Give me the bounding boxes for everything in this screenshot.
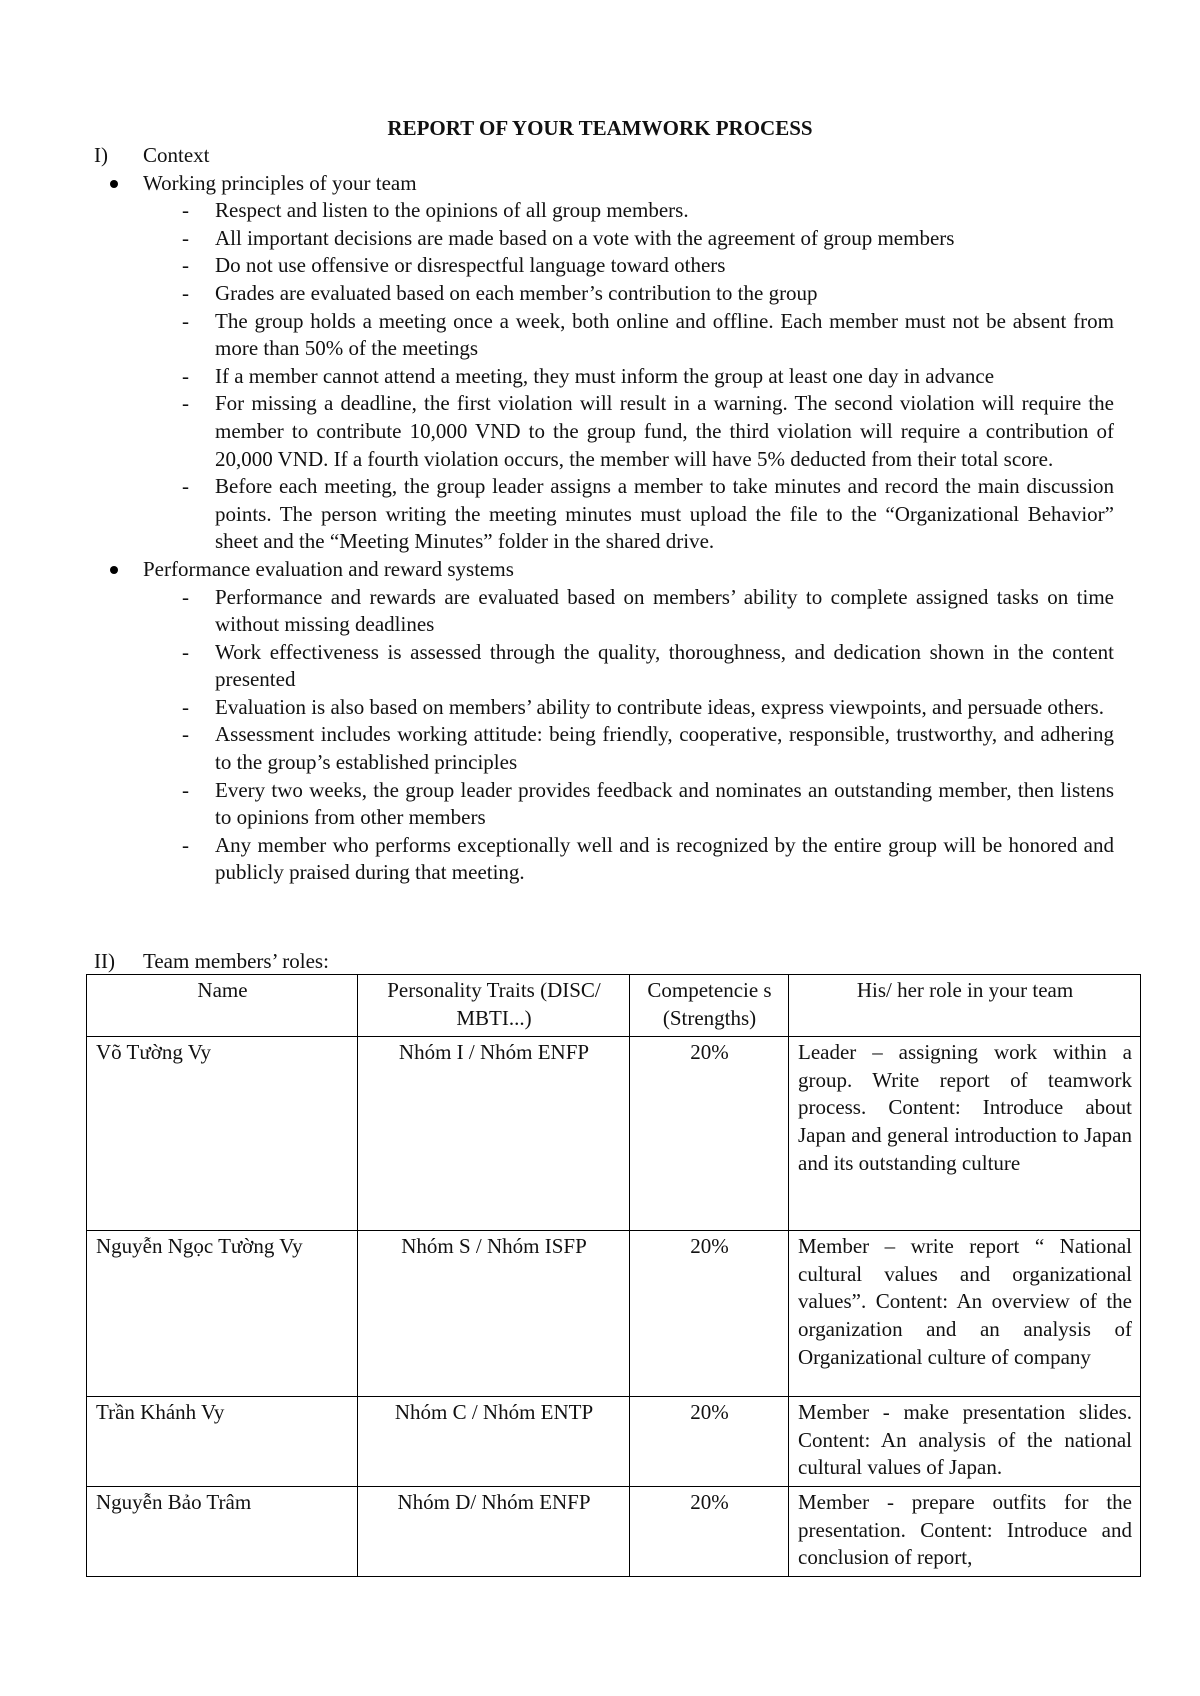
dash-icon: -	[182, 722, 189, 747]
list-item: - Work effectiveness is assessed through the quality, thoroughness, and dedication shown in the content presented	[182, 639, 1114, 692]
list-item: - Grades are evaluated based on each member’s contribution to the group	[0, 280, 1114, 308]
member-competencies: 20%	[630, 1037, 789, 1231]
dash-icon: -	[182, 391, 189, 416]
list-item: - Performance and rewards are evaluated based on members’ ability to complete assigned tasks on time without missing deadlines	[182, 584, 1114, 637]
table-row	[87, 1486, 1141, 1576]
dash-icon: -	[182, 777, 189, 802]
context-section	[0, 142, 1200, 887]
dash-icon: -	[182, 694, 189, 719]
list-item: - For missing a deadline, the first violation will result in a warning. The second violation will require the member to contribute 10,000 VND to the group fund, the third violation will require a contribution of 20,000 VND. If a fourth violation occurs, the member will have 5% deducted from their total score.	[182, 391, 1114, 471]
document-title: REPORT OF YOUR TEAMWORK PROCESS	[387, 116, 813, 140]
table-row	[87, 1231, 1141, 1397]
list-item: - The group holds a meeting once a week, both online and offline. Each member must not be absent from more than 50% of the meetings	[182, 308, 1114, 361]
dash-icon: -	[182, 225, 189, 250]
list-item: - Respect and listen to the opinions of all group members.	[0, 197, 1114, 225]
list-item: - All important decisions are made based on a vote with the agreement of group members	[0, 225, 1114, 253]
member-traits: Nhóm C / Nhóm ENTP	[358, 1397, 630, 1487]
list-item: - Every two weeks, the group leader provides feedback and nominates an outstanding member, then listens to opinions from other members	[182, 777, 1114, 830]
bullet-dot-icon	[110, 566, 118, 574]
performance-heading: Performance evaluation and reward systems	[0, 556, 1200, 584]
roles-section	[0, 948, 1200, 976]
principles-list	[0, 197, 1200, 556]
section-number: II)	[94, 949, 115, 973]
list-item: - Do not use offensive or disrespectful language toward others	[0, 252, 1114, 280]
list-item: - Evaluation is also based on members’ ability to contribute ideas, express viewpoints, and persuade others.	[0, 694, 1114, 722]
member-role: Leader – assigning work within a group. Write report of teamwork process. Content: Introduce about Japan and general introduction to Japan and its outstanding culture	[789, 1037, 1141, 1231]
column-header-role: His/ her role in your team	[789, 975, 1141, 1037]
dash-icon: -	[182, 832, 189, 857]
member-competencies: 20%	[630, 1397, 789, 1487]
member-competencies: 20%	[630, 1486, 789, 1576]
table-row	[87, 1037, 1141, 1231]
member-traits: Nhóm I / Nhóm ENFP	[358, 1037, 630, 1231]
bullet-dot-icon	[110, 180, 118, 188]
section-number: I)	[94, 143, 108, 167]
member-competencies: 20%	[630, 1231, 789, 1397]
column-header-name: Name	[87, 975, 358, 1037]
dash-icon: -	[182, 198, 189, 223]
performance-list	[0, 584, 1200, 888]
member-name: Trần Khánh Vy	[87, 1397, 358, 1487]
list-item: - Any member who performs exceptionally well and is recognized by the entire group will be honored and publicly praised during that meeting.	[182, 832, 1114, 885]
section-context-heading	[0, 142, 1200, 170]
member-role: Member - prepare outfits for the presentation. Content: Introduce and conclusion of report,	[789, 1486, 1141, 1576]
dash-icon: -	[182, 308, 189, 333]
member-role: Member - make presentation slides. Content: An analysis of the national cultural values of Japan.	[789, 1397, 1141, 1487]
dash-icon: -	[182, 584, 189, 609]
dash-icon: -	[182, 639, 189, 664]
team-roles-table	[86, 974, 1141, 1577]
dash-icon: -	[182, 474, 189, 499]
dash-icon: -	[182, 363, 189, 388]
table-header-row	[87, 975, 1141, 1037]
member-traits: Nhóm D/ Nhóm ENFP	[358, 1486, 630, 1576]
section-roles-heading	[0, 948, 1200, 976]
list-item: - If a member cannot attend a meeting, they must inform the group at least one day in advance	[0, 363, 1114, 391]
member-name: Nguyễn Bảo Trâm	[87, 1486, 358, 1576]
member-name: Võ Tường Vy	[87, 1037, 358, 1231]
principles-heading: Working principles of your team	[0, 170, 1200, 198]
table-row	[87, 1397, 1141, 1487]
member-traits: Nhóm S / Nhóm ISFP	[358, 1231, 630, 1397]
section-label: Context	[143, 143, 210, 167]
member-name: Nguyễn Ngọc Tường Vy	[87, 1231, 358, 1397]
dash-icon: -	[182, 253, 189, 278]
column-header-competencies: Competencie s (Strengths)	[630, 975, 789, 1037]
section-label: Team members’ roles:	[143, 949, 329, 973]
dash-icon: -	[182, 280, 189, 305]
column-header-traits: Personality Traits (DISC/ MBTI...)	[358, 975, 630, 1037]
member-role: Member – write report “ National cultural values and organizational values”. Content: An overview of the organization and an analysis of Organizational culture of company	[789, 1231, 1141, 1397]
list-item: - Assessment includes working attitude: being friendly, cooperative, responsible, trustworthy, and adhering to the group’s established principles	[182, 722, 1114, 775]
list-item: - Before each meeting, the group leader assigns a member to take minutes and record the main discussion points. The person writing the meeting minutes must upload the file to the “Organizational Behavior” sheet and the “Meeting Minutes” folder in the shared drive.	[182, 474, 1114, 554]
